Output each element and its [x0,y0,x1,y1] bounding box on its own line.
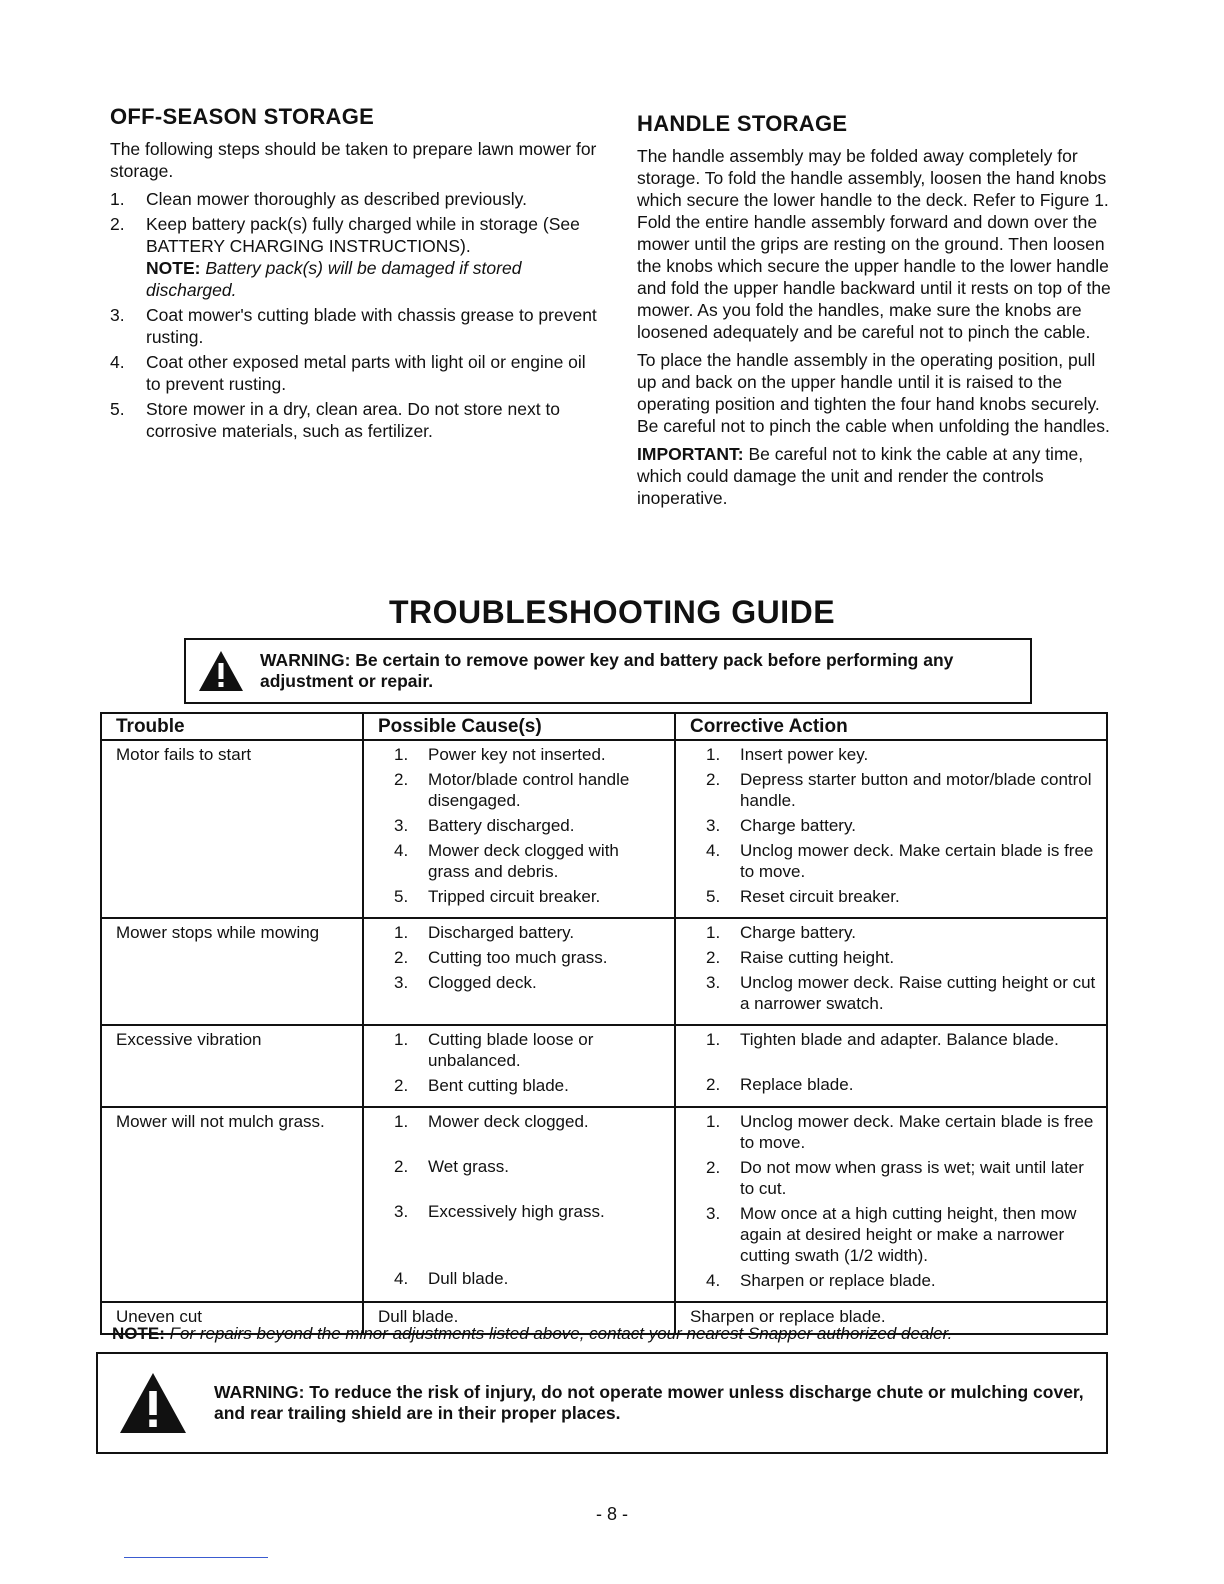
trouble-cell: Mower will not mulch grass. [101,1107,363,1302]
troubleshooting-table [100,712,1108,1335]
dealer-note-label: NOTE: [112,1324,165,1343]
dealer-note [112,1324,1112,1344]
handle-storage-section [637,111,1117,515]
warning-triangle-icon [98,1358,208,1448]
cause-cell: 1. Discharged battery. 2. Cutting too much grass. 3. Clogged deck. [363,918,675,1025]
warning-triangle-icon [186,642,256,700]
table-row [101,740,1107,918]
action-cell: 1. Unclog mower deck. Make certain blade is free to move. 2. Do not mow when grass is wet; wait until later to cut. 3. Mow once at a high cutting height, then mow again at desired height or make a narrower cutting swath (1/2 width). 4. Sharpen or replace blade. [675,1107,1107,1302]
action-cell: 1. Tighten blade and adapter. Balance blade. 2. Replace blade. [675,1025,1107,1107]
important-label: IMPORTANT: [637,444,744,464]
warning-text-top: WARNING: Be certain to remove power key and battery pack before performing any adjustment or repair. [260,650,954,691]
action-cell: Sharpen or replace blade. [675,1302,1107,1334]
footer-divider [124,1557,268,1558]
handle-storage-para-2: To place the handle assembly in the operating position, pull up and back on the upper handle until it is raised to the operating position and tighten the four hand knobs securely. Be careful not to pinch the cable when unfolding the handles. [637,350,1110,436]
trouble-cell: Motor fails to start [101,740,363,918]
table-header-row [101,713,1107,740]
important-text: Be careful not to kink the cable at any time, which could damage the unit and render the controls inoperative. [637,444,1084,508]
table-row [101,1025,1107,1107]
troubleshooting-title: TROUBLESHOOTING GUIDE [388,594,836,630]
handle-storage-heading: HANDLE STORAGE [637,111,848,136]
trouble-cell: Excessive vibration [101,1025,363,1107]
page-number: - 8 - [595,1504,628,1524]
dealer-note-text: For repairs beyond the minor adjustments listed above, contact your nearest Snapper authorized dealer. [169,1324,953,1343]
action-cell: 1. Insert power key. 2. Depress starter button and motor/blade control handle. 3. Charge battery. 4. Unclog mower deck. Make certain blade is free to move. 5. Reset circuit breaker. [675,740,1107,918]
header-trouble: Trouble [101,713,363,740]
table-row [101,918,1107,1025]
cause-cell: 1. Power key not inserted. 2. Motor/blade control handle disengaged. 3. Battery discharged. 4. Mower deck clogged with grass and debris. 5. Tripped circuit breaker. [363,740,675,918]
trouble-cell: Mower stops while mowing [101,918,363,1025]
list-item: 5. Store mower in a dry, clean area. Do not store next to corrosive materials, such as fertilizer. [110,399,561,441]
warning-box-top [184,638,1032,704]
table-row [101,1107,1107,1302]
storage-note-label: NOTE: [146,258,201,278]
warning-text-bottom: WARNING: To reduce the risk of injury, do not operate mower unless discharge chute or mulching cover, and rear trailing shield are in their proper places. [214,1382,1084,1423]
cause-cell: 1. Cutting blade loose or unbalanced. 2. Bent cutting blade. [363,1025,675,1107]
off-season-intro: The following steps should be taken to prepare lawn mower for storage. [110,139,597,181]
list-item: 3. Coat mower's cutting blade with chassis grease to prevent rusting. [110,305,597,347]
header-action: Corrective Action [675,713,1107,740]
handle-storage-para-1: The handle assembly may be folded away completely for storage. To fold the handle assembly, loosen the hand knobs which secure the lower handle to the deck. Refer to Figure 1. Fold the entire handle assembly forward and down over the mower until the grips are resting on the ground. Then loosen the knobs which secure the upper handle to the lower handle and fold the upper handle backward until it rests on top of the mower. As you fold the handles, make sure the knobs are loosened adequately and be careful not to pinch the cable. [637,146,1111,342]
warning-box-bottom [96,1352,1108,1454]
header-cause: Possible Cause(s) [363,713,675,740]
action-cell: 1. Charge battery. 2. Raise cutting height. 3. Unclog mower deck. Raise cutting height or cut a narrower swatch. [675,918,1107,1025]
list-item: 1. Clean mower thoroughly as described previously. [110,189,527,209]
off-season-section [110,104,600,445]
cause-cell: Dull blade. [363,1302,675,1334]
storage-note-text: Battery pack(s) will be damaged if stored discharged. [146,258,522,300]
list-item: 4. Coat other exposed metal parts with light oil or engine oil to prevent rusting. [110,352,586,394]
handle-storage-important [637,443,1117,509]
trouble-cell: Uneven cut [101,1302,363,1334]
off-season-heading: OFF-SEASON STORAGE [110,104,375,129]
cause-cell: 1. Mower deck clogged. 2. Wet grass. 3. Excessively high grass. 4. Dull blade. [363,1107,675,1302]
off-season-steps [110,188,600,442]
list-item: 2. Keep battery pack(s) fully charged while in storage (See BATTERY CHARGING INSTRUCTIONS). NOTE: Battery pack(s) will be damaged if stored discharged. [110,214,580,300]
